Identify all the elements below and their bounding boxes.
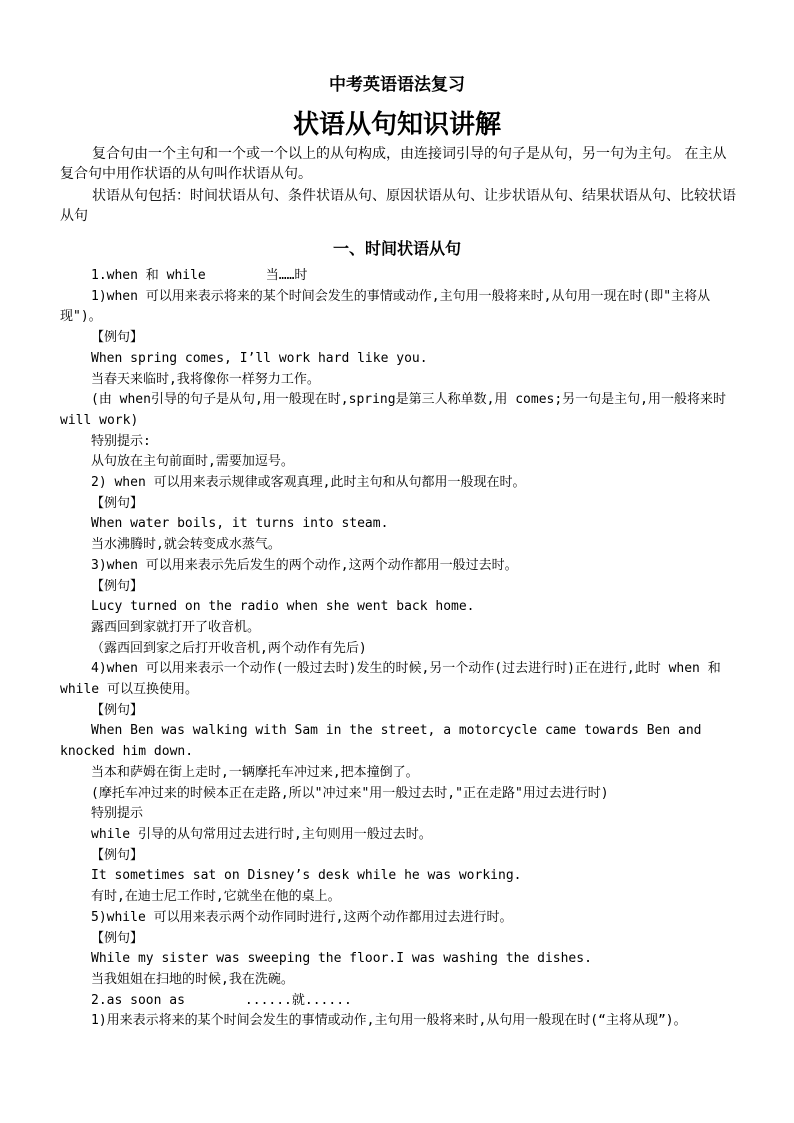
point-heading (60, 991, 740, 1012)
example-label: 【例句】 (91, 930, 144, 946)
document-subtitle: 中考英语语法复习 (329, 75, 465, 95)
explanation-text: (由 when引导的句子是从句,用一般现在时,spring是第三人称单数,用 comes;另一句是主句,用一般将来时will work) (60, 392, 727, 428)
rule-text: 1)用来表示将来的某个时间会发生的事情或动作,主句用一般将来时,从句用一般现在时(“主将从现”)。 (91, 1013, 687, 1029)
rule-text: 1)when 可以用来表示将来的某个时间会发生的事情或动作,主句用一般将来时,从句用一现在时(即"主将从现")。 (60, 288, 711, 325)
example-label: 【例句】 (91, 495, 144, 511)
example-label: 【例句】 (91, 578, 144, 594)
point-term: 1.when 和 while (91, 268, 206, 283)
example-translation: 当春天来临时,我将像你一样努力工作。 (91, 371, 320, 387)
example-translation: 当水沸腾时,就会转变成水蒸气。 (91, 537, 281, 553)
example-label: 【例句】 (91, 330, 144, 346)
note-label: 特别提示 (91, 806, 144, 822)
rule-text: 5)while 可以用来表示两个动作同时进行,这两个动作都用过去进行时。 (91, 909, 513, 925)
rule-text: 4)when 可以用来表示一个动作(一般过去时)发生的时候,另一个动作(过去进行时)正在进行,此时 when 和 while 可以互换使用。 (60, 661, 721, 698)
section-heading: 一、时间状语从句 (332, 239, 461, 258)
intro-paragraph-1: 复合句由一个主句和一个或一个以上的从句构成，由连接词引导的句子是从句，另一句为主句。 在主从复合句中用作状语的从句叫作状语从句。 (60, 146, 727, 182)
example-english: When spring comes, I’ll work hard like you. (91, 350, 428, 366)
document-title: 状语从句知识讲解 (292, 110, 501, 140)
example-label: 【例句】 (91, 847, 144, 863)
example-english: When water boils, it turns into steam. (91, 516, 389, 532)
rule-text: 3)when 可以用来表示先后发生的两个动作,这两个动作都用一般过去时。 (91, 557, 518, 573)
example-translation: 露西回到家就打开了收音机。 (91, 619, 261, 635)
section-body (60, 266, 740, 1032)
example-english: It sometimes sat on Disney’s desk while he was working. (91, 868, 522, 884)
note-text: 从句放在主句前面时,需要加逗号。 (91, 454, 294, 470)
example-english: Lucy turned on the radio when she went back home. (91, 599, 475, 615)
example-translation: 有时,在迪士尼工作时,它就坐在他的桌上。 (91, 889, 341, 905)
example-translation: 当我姐姐在扫地的时候,我在洗碗。 (91, 971, 294, 987)
example-translation: 当本和萨姆在街上走时,一辆摩托车冲过来,把本撞倒了。 (91, 764, 419, 780)
example-label: 【例句】 (91, 702, 144, 718)
explanation-text: （露西回到家之后打开收音机,两个动作有先后) (91, 640, 367, 656)
note-label: 特别提示: (91, 433, 151, 449)
explanation-text: (摩托车冲过来的时候本正在走路,所以"冲过来"用一般过去时,"正在走路"用过去进行时) (91, 785, 609, 801)
note-text: while 引导的从句常用过去进行时,主句则用一般过去时。 (91, 826, 432, 842)
point-meaning: 当……时 (265, 268, 308, 283)
example-english: While my sister was sweeping the floor.I was washing the dishes. (91, 951, 592, 967)
rule-text: 2) when 可以用来表示规律或客观真理,此时主句和从句都用一般现在时。 (91, 475, 526, 491)
point-meaning: ......就...... (244, 992, 352, 1008)
example-english: When Ben was walking with Sam in the street, a motorcycle came towards Ben and knocked him down. (60, 723, 702, 760)
point-term: 2.as soon as (91, 992, 185, 1008)
point-heading (60, 266, 740, 287)
intro-paragraph-2: 状语从句包括：时间状语从句、条件状语从句、原因状语从句、让步状语从句、结果状语从句、比较状语从句 (60, 188, 736, 224)
